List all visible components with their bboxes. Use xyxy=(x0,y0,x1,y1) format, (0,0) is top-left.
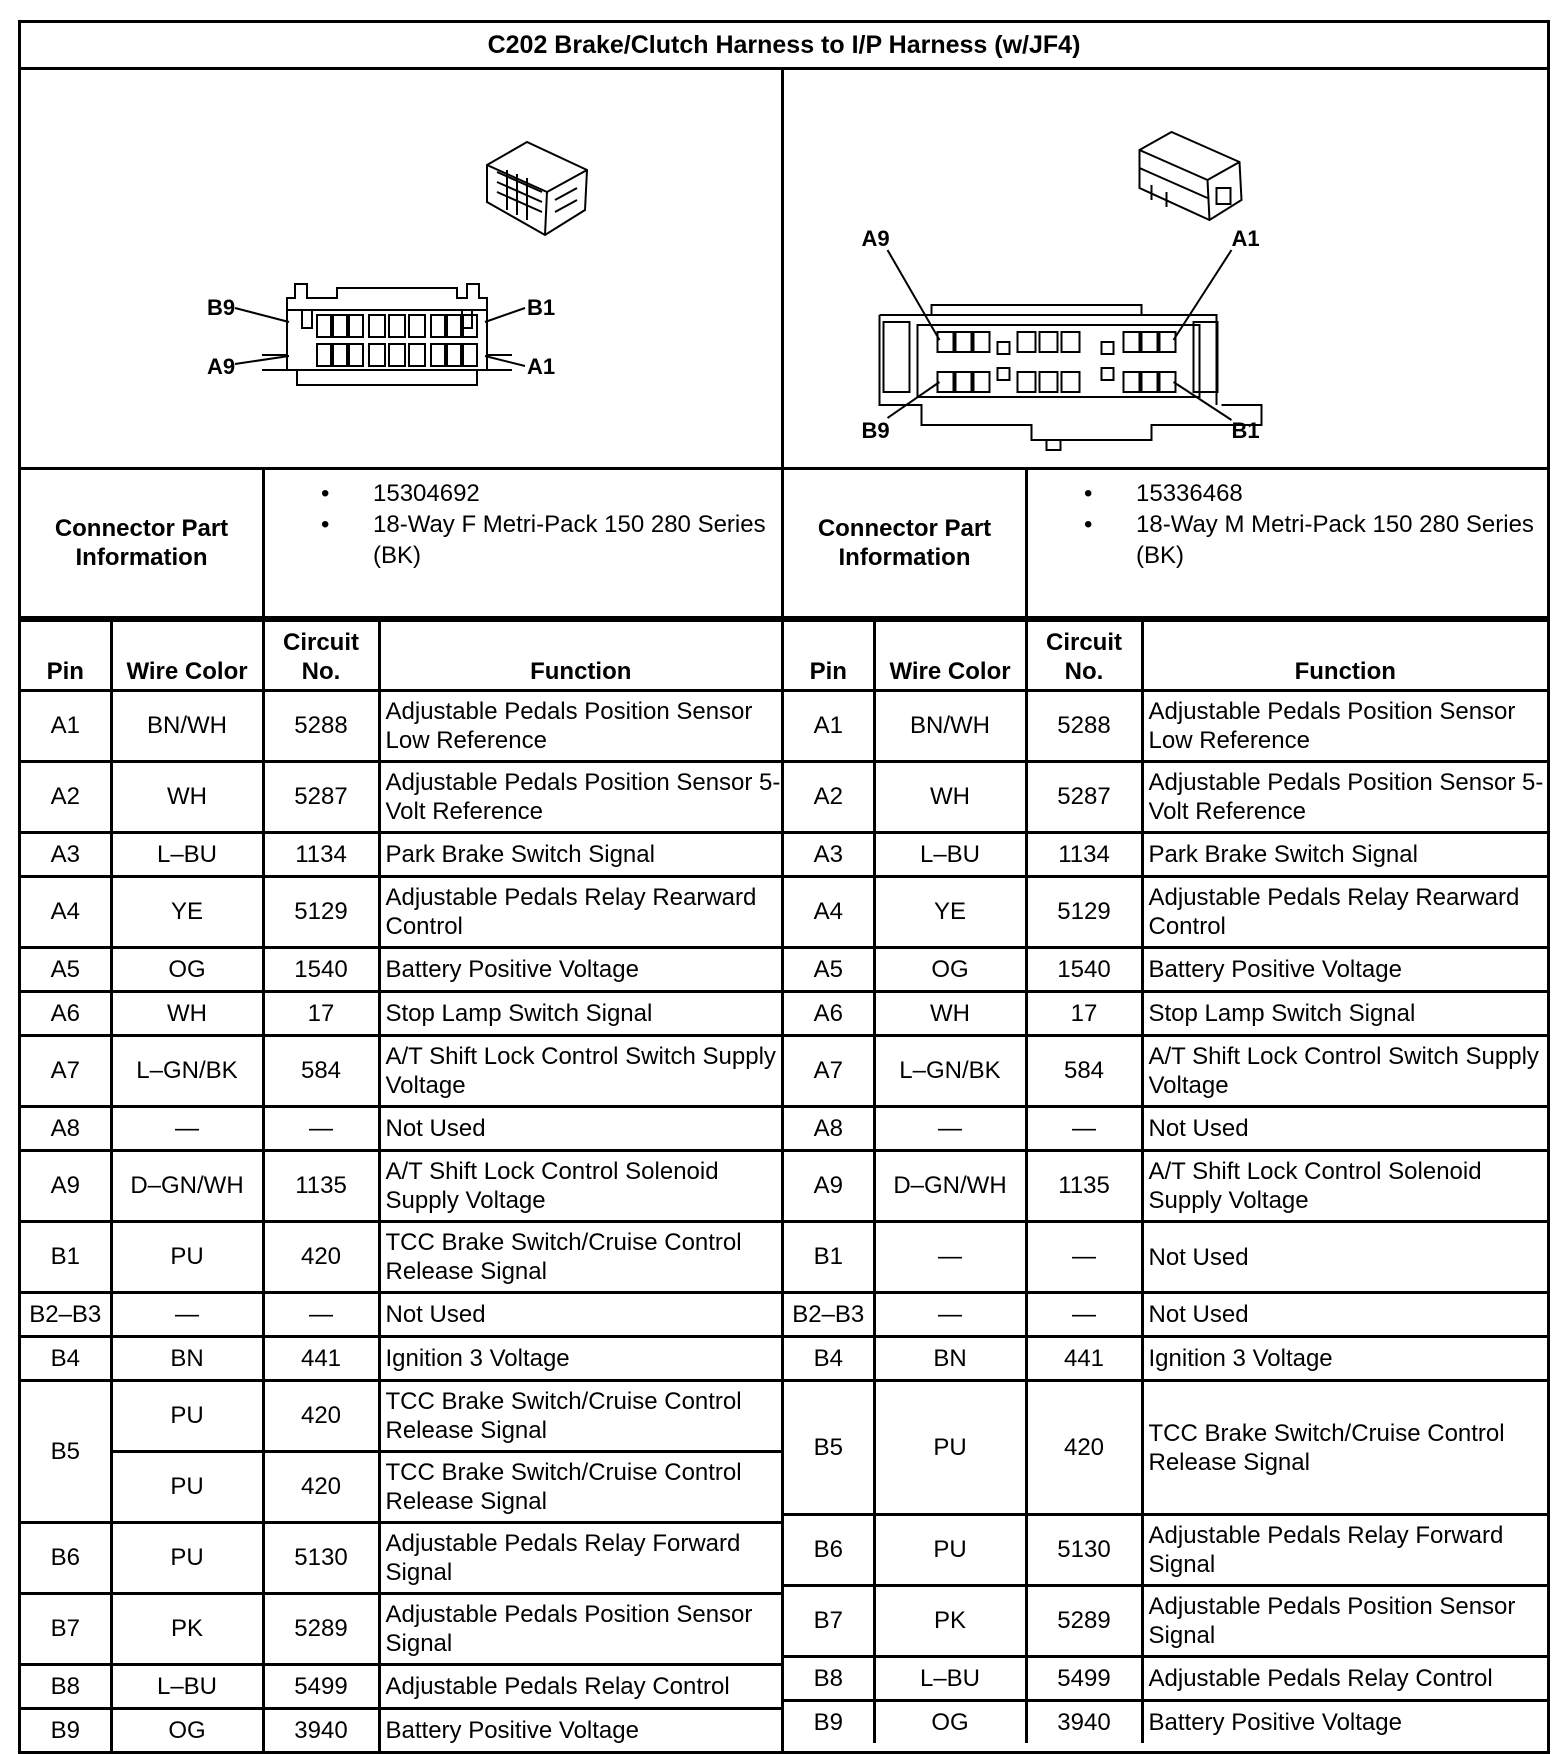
circuit-cell: 441 xyxy=(1026,1337,1142,1381)
circuit-cell: 1134 xyxy=(263,833,379,877)
male-connector-drawing xyxy=(784,70,1547,467)
function-cell: TCC Brake Switch/Cruise Control Release Signal xyxy=(379,1222,781,1293)
circuit-cell: — xyxy=(1026,1222,1142,1293)
wire-color-cell: — xyxy=(874,1293,1026,1337)
function-cell: Ignition 3 Voltage xyxy=(379,1337,781,1381)
circuit-cell: 420 xyxy=(263,1381,379,1452)
right-connector-info xyxy=(784,470,1547,616)
callout-b9: B9 xyxy=(861,418,890,443)
circuit-cell: 420 xyxy=(263,1452,379,1523)
pin-cell: B1 xyxy=(21,1222,111,1293)
function-cell: A/T Shift Lock Control Solenoid Supply Voltage xyxy=(379,1151,781,1222)
pin-cell: A1 xyxy=(784,691,874,762)
function-cell: A/T Shift Lock Control Switch Supply Voltage xyxy=(1142,1036,1547,1107)
wire-color-cell: OG xyxy=(874,948,1026,992)
wire-color-cell: PU xyxy=(111,1523,263,1594)
callout-b1: B1 xyxy=(1231,418,1260,443)
table-row xyxy=(784,1151,1547,1222)
table-row xyxy=(21,1337,781,1381)
wire-color-cell: BN xyxy=(874,1337,1026,1381)
wire-color-cell: L–BU xyxy=(874,1657,1026,1701)
left-connector-info xyxy=(21,470,784,616)
table-row xyxy=(784,1657,1547,1701)
circuit-cell: 5130 xyxy=(263,1523,379,1594)
table-row xyxy=(21,992,781,1036)
pin-cell: A3 xyxy=(21,833,111,877)
pin-cell: B7 xyxy=(21,1594,111,1665)
callout-a9: A9 xyxy=(861,226,890,251)
header-row xyxy=(21,621,781,691)
function-cell: TCC Brake Switch/Cruise Control Release Signal xyxy=(379,1452,781,1523)
circuit-cell: 1540 xyxy=(263,948,379,992)
circuit-cell: 5288 xyxy=(1026,691,1142,762)
female-connector-diagram xyxy=(21,70,784,467)
pin-cell: B2–B3 xyxy=(21,1293,111,1337)
function-cell: Not Used xyxy=(379,1107,781,1151)
circuit-cell: 5287 xyxy=(263,762,379,833)
wire-color-cell: WH xyxy=(111,992,263,1036)
table-row xyxy=(21,762,781,833)
female-connector-3d-icon xyxy=(487,142,587,235)
pin-cell: A9 xyxy=(784,1151,874,1222)
col-function: Function xyxy=(1142,621,1547,691)
table-row xyxy=(21,1709,781,1752)
wire-color-cell: WH xyxy=(111,762,263,833)
pin-cell: A1 xyxy=(21,691,111,762)
table-row xyxy=(21,691,781,762)
callout-b1: B1 xyxy=(527,295,556,320)
left-pinout-table xyxy=(21,619,781,1751)
circuit-cell: — xyxy=(263,1293,379,1337)
wire-color-cell: — xyxy=(111,1107,263,1151)
circuit-cell: 17 xyxy=(1026,992,1142,1036)
wire-color-cell: WH xyxy=(874,762,1026,833)
pinout-sheet xyxy=(18,20,1550,1754)
circuit-cell: 584 xyxy=(263,1036,379,1107)
pin-cell: A2 xyxy=(784,762,874,833)
table-row xyxy=(784,877,1547,948)
table-row xyxy=(21,1665,781,1709)
connector-part-information xyxy=(21,470,1547,619)
function-cell: TCC Brake Switch/Cruise Control Release Signal xyxy=(1142,1381,1547,1515)
function-cell: Stop Lamp Switch Signal xyxy=(1142,992,1547,1036)
pin-cell: A7 xyxy=(784,1036,874,1107)
pin-cell: A4 xyxy=(21,877,111,948)
circuit-cell: 1134 xyxy=(1026,833,1142,877)
wire-color-cell: BN xyxy=(111,1337,263,1381)
function-cell: Adjustable Pedals Relay Control xyxy=(379,1665,781,1709)
table-row xyxy=(784,1337,1547,1381)
pin-cell: B6 xyxy=(21,1523,111,1594)
wire-color-cell: YE xyxy=(874,877,1026,948)
callout-a9: A9 xyxy=(207,354,236,379)
wire-color-cell: PU xyxy=(111,1222,263,1293)
page-title: C202 Brake/Clutch Harness to I/P Harness (w/JF4) xyxy=(21,23,1547,70)
pin-cell: A5 xyxy=(21,948,111,992)
col-pin: Pin xyxy=(784,621,874,691)
col-wire-color: Wire Color xyxy=(874,621,1026,691)
circuit-cell: 5288 xyxy=(263,691,379,762)
col-wire-color: Wire Color xyxy=(111,621,263,691)
circuit-cell: 5130 xyxy=(1026,1515,1142,1586)
callout-a1: A1 xyxy=(527,354,556,379)
circuit-cell: 5289 xyxy=(1026,1586,1142,1657)
female-connector-drawing xyxy=(21,70,781,467)
part-info-list xyxy=(265,470,781,616)
wire-color-cell: OG xyxy=(111,1709,263,1752)
function-cell: Adjustable Pedals Position Sensor Low Reference xyxy=(1142,691,1547,762)
function-cell: Adjustable Pedals Relay Control xyxy=(1142,1657,1547,1701)
table-row xyxy=(21,948,781,992)
table-row xyxy=(21,833,781,877)
pin-cell: A3 xyxy=(784,833,874,877)
wire-color-cell: OG xyxy=(111,948,263,992)
wire-color-cell: L–BU xyxy=(111,1665,263,1709)
col-pin: Pin xyxy=(21,621,111,691)
wire-color-cell: PK xyxy=(874,1586,1026,1657)
col-circuit: Circuit No. xyxy=(263,621,379,691)
pin-cell: B2–B3 xyxy=(784,1293,874,1337)
right-pinout-table xyxy=(784,619,1547,1743)
table-row xyxy=(21,1452,781,1523)
circuit-cell: — xyxy=(1026,1293,1142,1337)
pin-cell: A9 xyxy=(21,1151,111,1222)
function-cell: Adjustable Pedals Relay Rearward Control xyxy=(1142,877,1547,948)
pin-cell: A8 xyxy=(784,1107,874,1151)
pin-cell: B4 xyxy=(21,1337,111,1381)
pin-cell: B9 xyxy=(21,1709,111,1752)
circuit-cell: 5289 xyxy=(263,1594,379,1665)
wire-color-cell: PU xyxy=(111,1452,263,1523)
function-cell: Park Brake Switch Signal xyxy=(1142,833,1547,877)
function-cell: Park Brake Switch Signal xyxy=(379,833,781,877)
part-number: • 15304692 xyxy=(321,478,781,509)
wire-color-cell: PU xyxy=(874,1381,1026,1515)
pin-cell: A2 xyxy=(21,762,111,833)
male-connector-diagram xyxy=(784,70,1547,467)
connector-info-label: Connector Part Information xyxy=(784,470,1028,616)
table-row xyxy=(21,877,781,948)
pin-cell: A8 xyxy=(21,1107,111,1151)
male-pin-callouts xyxy=(888,250,1232,420)
function-cell: Not Used xyxy=(1142,1107,1547,1151)
pin-cell: B9 xyxy=(784,1701,874,1744)
pin-cell: A5 xyxy=(784,948,874,992)
table-row xyxy=(784,691,1547,762)
table-row xyxy=(784,1293,1547,1337)
wire-color-cell: PK xyxy=(111,1594,263,1665)
table-row xyxy=(21,1293,781,1337)
function-cell: Ignition 3 Voltage xyxy=(1142,1337,1547,1381)
wire-color-cell: PU xyxy=(874,1515,1026,1586)
table-row xyxy=(21,1107,781,1151)
circuit-cell: 420 xyxy=(263,1222,379,1293)
function-cell: Battery Positive Voltage xyxy=(379,1709,781,1752)
table-row xyxy=(21,1151,781,1222)
function-cell: Adjustable Pedals Relay Forward Signal xyxy=(1142,1515,1547,1586)
wire-color-cell: L–GN/BK xyxy=(111,1036,263,1107)
circuit-cell: 3940 xyxy=(1026,1701,1142,1744)
wire-color-cell: — xyxy=(874,1222,1026,1293)
pin-cell: A4 xyxy=(784,877,874,948)
pinout-tables xyxy=(21,619,1547,1751)
function-cell: A/T Shift Lock Control Solenoid Supply Voltage xyxy=(1142,1151,1547,1222)
circuit-cell: 17 xyxy=(263,992,379,1036)
right-pinout xyxy=(784,619,1547,1751)
function-cell: Adjustable Pedals Position Sensor Low Reference xyxy=(379,691,781,762)
circuit-cell: 1540 xyxy=(1026,948,1142,992)
wire-color-cell: WH xyxy=(874,992,1026,1036)
wire-color-cell: — xyxy=(111,1293,263,1337)
circuit-cell: 1135 xyxy=(263,1151,379,1222)
pin-cell: B5 xyxy=(21,1381,111,1523)
function-cell: Battery Positive Voltage xyxy=(1142,948,1547,992)
callout-a1: A1 xyxy=(1231,226,1260,251)
function-cell: Adjustable Pedals Relay Forward Signal xyxy=(379,1523,781,1594)
table-row xyxy=(784,1381,1547,1515)
left-pinout xyxy=(21,619,784,1751)
wire-color-cell: BN/WH xyxy=(111,691,263,762)
wire-color-cell: L–BU xyxy=(874,833,1026,877)
table-row xyxy=(784,992,1547,1036)
circuit-cell: 5129 xyxy=(1026,877,1142,948)
function-cell: Battery Positive Voltage xyxy=(1142,1701,1547,1744)
pin-cell: B1 xyxy=(784,1222,874,1293)
function-cell: Adjustable Pedals Position Sensor 5-Volt Reference xyxy=(379,762,781,833)
table-row xyxy=(784,1515,1547,1586)
part-description: • 18-Way F Metri-Pack 150 280 Series (BK) xyxy=(321,509,781,571)
circuit-cell: 584 xyxy=(1026,1036,1142,1107)
col-function: Function xyxy=(379,621,781,691)
function-cell: TCC Brake Switch/Cruise Control Release Signal xyxy=(379,1381,781,1452)
circuit-cell: 441 xyxy=(263,1337,379,1381)
wire-color-cell: L–GN/BK xyxy=(874,1036,1026,1107)
wire-color-cell: BN/WH xyxy=(874,691,1026,762)
col-circuit: Circuit No. xyxy=(1026,621,1142,691)
function-cell: Adjustable Pedals Relay Rearward Control xyxy=(379,877,781,948)
table-row xyxy=(21,1222,781,1293)
wire-color-cell: OG xyxy=(874,1701,1026,1744)
wire-color-cell: YE xyxy=(111,877,263,948)
circuit-cell: 5499 xyxy=(263,1665,379,1709)
pin-cell: B7 xyxy=(784,1586,874,1657)
function-cell: Not Used xyxy=(1142,1222,1547,1293)
circuit-cell: 420 xyxy=(1026,1381,1142,1515)
table-row xyxy=(21,1036,781,1107)
wire-color-cell: D–GN/WH xyxy=(874,1151,1026,1222)
table-row xyxy=(784,762,1547,833)
callout-b9: B9 xyxy=(207,295,236,320)
pin-cell: A7 xyxy=(21,1036,111,1107)
pin-cell: B8 xyxy=(784,1657,874,1701)
part-number: • 15336468 xyxy=(1084,478,1547,509)
circuit-cell: 5287 xyxy=(1026,762,1142,833)
function-cell: Not Used xyxy=(1142,1293,1547,1337)
table-row xyxy=(784,948,1547,992)
function-cell: Battery Positive Voltage xyxy=(379,948,781,992)
pin-cell: B5 xyxy=(784,1381,874,1515)
wire-color-cell: — xyxy=(874,1107,1026,1151)
pin-cell: B6 xyxy=(784,1515,874,1586)
function-cell: Not Used xyxy=(379,1293,781,1337)
circuit-cell: — xyxy=(1026,1107,1142,1151)
wire-color-cell: L–BU xyxy=(111,833,263,877)
header-row xyxy=(784,621,1547,691)
table-row xyxy=(21,1381,781,1452)
male-connector-face xyxy=(880,305,1262,450)
table-row xyxy=(784,1036,1547,1107)
table-row xyxy=(784,1107,1547,1151)
circuit-cell: — xyxy=(263,1107,379,1151)
function-cell: Stop Lamp Switch Signal xyxy=(379,992,781,1036)
part-info-list xyxy=(1028,470,1547,616)
pin-cell: B4 xyxy=(784,1337,874,1381)
circuit-cell: 5129 xyxy=(263,877,379,948)
table-row xyxy=(784,1222,1547,1293)
part-description: • 18-Way M Metri-Pack 150 280 Series (BK) xyxy=(1084,509,1547,571)
function-cell: Adjustable Pedals Position Sensor 5-Volt Reference xyxy=(1142,762,1547,833)
pin-cell: A6 xyxy=(21,992,111,1036)
wire-color-cell: D–GN/WH xyxy=(111,1151,263,1222)
table-row xyxy=(21,1523,781,1594)
table-row xyxy=(21,1594,781,1665)
function-cell: A/T Shift Lock Control Switch Supply Voltage xyxy=(379,1036,781,1107)
function-cell: Adjustable Pedals Position Sensor Signal xyxy=(1142,1586,1547,1657)
table-row xyxy=(784,833,1547,877)
connector-info-label: Connector Part Information xyxy=(21,470,265,616)
pin-cell: A6 xyxy=(784,992,874,1036)
circuit-cell: 1135 xyxy=(1026,1151,1142,1222)
table-row xyxy=(784,1586,1547,1657)
circuit-cell: 5499 xyxy=(1026,1657,1142,1701)
function-cell: Adjustable Pedals Position Sensor Signal xyxy=(379,1594,781,1665)
male-connector-3d-icon xyxy=(1140,132,1242,220)
connector-diagrams xyxy=(21,70,1547,470)
pin-cell: B8 xyxy=(21,1665,111,1709)
female-connector-face xyxy=(262,284,512,385)
circuit-cell: 3940 xyxy=(263,1709,379,1752)
wire-color-cell: PU xyxy=(111,1381,263,1452)
